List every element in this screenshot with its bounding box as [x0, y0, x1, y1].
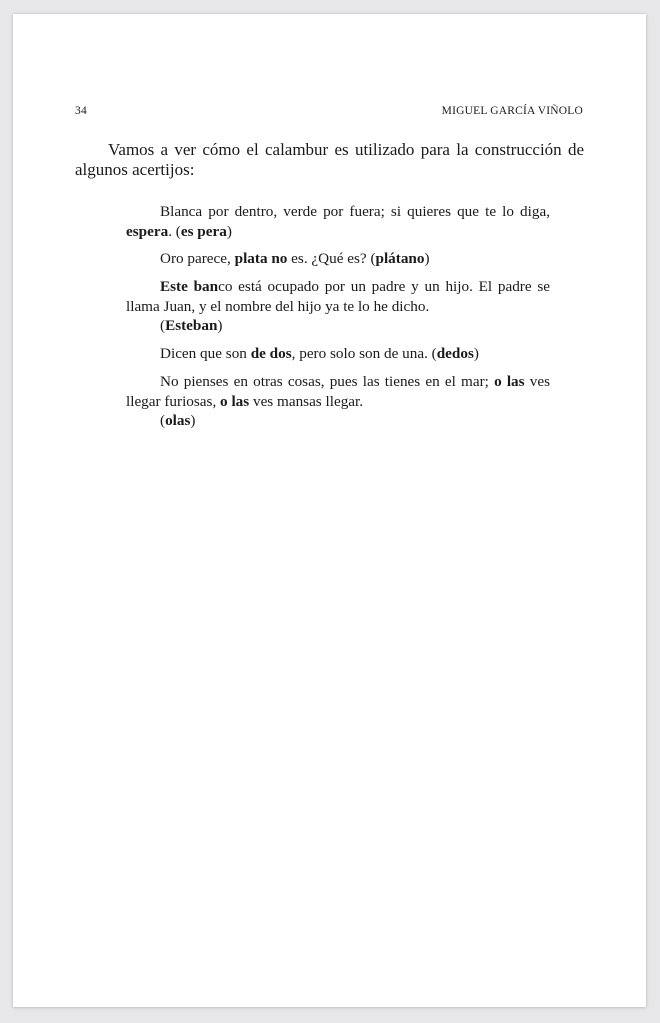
riddle-text: ) — [226, 222, 232, 240]
riddle-5 — [126, 372, 550, 431]
riddle-text: Dicen que son — [160, 345, 251, 362]
riddle-1 — [126, 202, 550, 241]
riddle-bold-text: o las — [220, 392, 250, 410]
riddle-3 — [126, 277, 550, 336]
riddle-bold-text: de dos — [250, 345, 292, 362]
intro-paragraph: Vamos a ver cómo el calambur es utilizado para la construcción de algunos acertijos: — [75, 140, 584, 179]
riddle-text: ) — [217, 317, 223, 335]
riddle-answer: Esteban — [165, 317, 218, 335]
riddle-answer: dedos — [436, 345, 474, 362]
running-header-author: MIGUEL GARCÍA VIÑOLO — [441, 105, 583, 117]
riddle-text: Oro parece, — [160, 250, 235, 267]
riddle-answer-line — [126, 411, 550, 431]
riddle-bold-text: espera — [126, 222, 169, 240]
riddle-text: ) — [190, 412, 196, 430]
riddle-text: es. ¿Qué es? ( — [287, 250, 376, 267]
riddle-bold-text: Este ban — [160, 278, 219, 295]
riddle-text: ) — [424, 250, 430, 267]
page-number: 34 — [75, 105, 87, 117]
running-header — [75, 105, 583, 121]
riddle-2 — [126, 249, 550, 269]
riddle-text: , pero solo son de una. ( — [291, 345, 437, 362]
riddle-answer: plátano — [375, 250, 425, 267]
riddle-text: ves llegar furiosas, — [126, 373, 550, 410]
riddle-text: ) — [473, 345, 479, 362]
riddle-text: co está ocupado por un padre y un hijo. El padre se llama Juan, y el nombre del hijo ya te lo he dicho. — [126, 278, 551, 315]
riddle-4 — [126, 344, 550, 364]
riddle-bold-text: plata no — [234, 250, 288, 267]
riddle-answer: es pera — [180, 222, 227, 240]
riddle-text: ves mansas llegar. — [249, 392, 364, 410]
riddle-text: ( — [160, 317, 166, 335]
book-page — [13, 14, 646, 1007]
riddle-text: Blanca por dentro, verde por fuera; si quieres que te lo diga, — [160, 203, 550, 220]
riddle-answer: olas — [165, 412, 191, 430]
riddle-bold-text: o las — [494, 373, 525, 390]
riddle-answer-line — [126, 316, 550, 336]
riddle-text: No pienses en otras cosas, pues las tienes en el mar; — [160, 373, 495, 390]
riddle-text: ( — [160, 412, 166, 430]
riddle-text: . ( — [168, 222, 181, 240]
